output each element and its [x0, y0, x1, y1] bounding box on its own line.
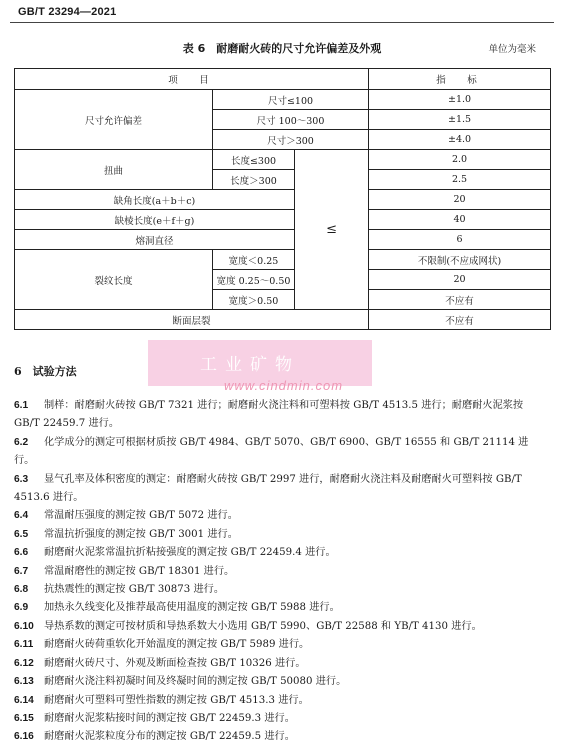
header-index: 指 标: [369, 69, 551, 90]
clause-text: 常温耐压强度的测定按 GB/T 5072 进行。: [44, 510, 238, 522]
clause-text: 耐磨耐火泥浆粘接时间的测定按 GB/T 22459.3 进行。: [44, 712, 295, 724]
tolerance-table: [14, 68, 551, 330]
crack-cond: 宽度＞0.50: [213, 290, 295, 310]
clause-text: 加热永久线变化及推荐最高使用温度的测定按 GB/T 5988 进行。: [44, 602, 340, 614]
crack-value: 不限制(不应成网状): [369, 250, 551, 270]
clause-item: [14, 434, 548, 471]
crack-cond: 宽度 0.25～0.50: [213, 270, 295, 290]
melt-hole-value: 6: [369, 230, 551, 250]
corner-defect-value: 20: [369, 190, 551, 210]
clause-text: 化学成分的测定可根据材质按 GB/T 4984、GB/T 5070、GB/T 6900、GB/T 16555 和 GB/T 21114 进行。: [14, 436, 529, 467]
clause-text: 常温抗折强度的测定按 GB/T 3001 进行。: [44, 528, 238, 540]
clause-text: 显气孔率及体积密度的测定：耐磨耐火砖按 GB/T 2997 进行，耐磨耐火浇注料及耐磨耐火可塑料按 GB/T 4513.6 进行。: [14, 473, 522, 504]
header-item: 项 目: [15, 69, 369, 90]
crack-value: 不应有: [369, 290, 551, 310]
edge-defect-label: 缺棱长度(e＋f＋g): [15, 210, 295, 230]
clause-item: [14, 692, 548, 710]
table-row: [15, 230, 551, 250]
clause-text: 抗热震性的测定按 GB/T 30873 进行。: [44, 584, 225, 596]
clause-item: [14, 526, 548, 544]
standard-number: GB/T 23294—2021: [18, 6, 117, 18]
clause-number: 6.11: [14, 639, 34, 651]
crack-cond: 宽度＜0.25: [213, 250, 295, 270]
table-row: [15, 90, 551, 110]
clause-number: 6.9: [14, 602, 29, 614]
watermark-text: 工业矿物: [200, 355, 300, 375]
clause-number: 6.10: [14, 620, 34, 632]
size-cond: 尺寸 100～300: [213, 110, 369, 130]
size-value: ±1.0: [369, 90, 551, 110]
clause-text: 耐磨耐火砖尺寸、外观及断面检查按 GB/T 10326 进行。: [44, 657, 306, 669]
size-cond: 尺寸≤100: [213, 90, 369, 110]
watermark-url: www.cindmin.com: [224, 378, 344, 393]
clause-item: [14, 673, 548, 691]
clause-text: 耐磨耐火浇注料初凝时间及终凝时间的测定按 GB/T 50080 进行。: [44, 676, 347, 688]
warpage-label: 扭曲: [15, 150, 213, 190]
header-rule: [10, 22, 554, 23]
clause-text: 常温耐磨性的测定按 GB/T 18301 进行。: [44, 565, 235, 577]
clause-number: 6.13: [14, 676, 34, 688]
layer-crack-label: 断面层裂: [15, 310, 369, 330]
clause-number: 6.3: [14, 473, 29, 485]
melt-hole-label: 熔洞直径: [15, 230, 295, 250]
table-unit: 单位为毫米: [488, 44, 536, 55]
table-row: [15, 150, 551, 170]
warp-cond: 长度≤300: [213, 150, 295, 170]
clause-number: 6.15: [14, 712, 34, 724]
clause-item: [14, 655, 548, 673]
table-row: [15, 210, 551, 230]
table-row: [15, 190, 551, 210]
clause-number: 6.1: [14, 400, 29, 411]
clause-number: 6.2: [14, 436, 29, 448]
crack-value: 20: [369, 270, 551, 290]
size-tolerance-label: 尺寸允许偏差: [15, 90, 213, 150]
clause-item: [14, 581, 548, 599]
table-row: [15, 310, 551, 330]
size-cond: 尺寸＞300: [213, 130, 369, 150]
clause-item: [14, 544, 548, 562]
edge-defect-value: 40: [369, 210, 551, 230]
clause-item: [14, 710, 548, 728]
clause-text: 制样：耐磨耐火砖按 GB/T 7321 进行；耐磨耐火浇注料和可塑料按 GB/T 4513.5 进行；耐磨耐火泥浆按 GB/T 22459.7 进行。: [14, 400, 524, 430]
table-row: [15, 250, 551, 270]
clause-item: [14, 618, 548, 636]
crack-label: 裂纹长度: [15, 250, 213, 310]
clause-item: [14, 471, 548, 508]
le-symbol: ≤: [295, 150, 369, 310]
clause-number: 6.6: [14, 547, 29, 559]
clause-item: [14, 507, 548, 525]
clause-number: 6.4: [14, 510, 29, 522]
clause-number: 6.5: [14, 528, 29, 540]
clause-item: [14, 599, 548, 617]
clause-number: 6.7: [14, 565, 29, 577]
clause-list: [14, 397, 548, 747]
warp-cond: 长度＞300: [213, 170, 295, 190]
clause-number: 6.12: [14, 657, 34, 669]
clause-number: 6.8: [14, 584, 29, 596]
clause-text: 耐磨耐火砖荷重软化开始温度的测定按 GB/T 5989 进行。: [44, 639, 310, 651]
warp-value: 2.5: [369, 170, 551, 190]
clause-text: 耐磨耐火泥浆常温抗折粘接强度的测定按 GB/T 22459.4 进行。: [44, 547, 336, 559]
clause-item: [14, 728, 548, 746]
clause-item: [14, 563, 548, 581]
table-caption: 表 6 耐磨耐火砖的尺寸允许偏差及外观: [182, 42, 382, 55]
size-value: ±4.0: [369, 130, 551, 150]
clause-text: 耐磨耐火可塑料可塑性指数的测定按 GB/T 4513.3 进行。: [44, 694, 309, 706]
corner-defect-label: 缺角长度(a＋b＋c): [15, 190, 295, 210]
clause-text: 耐磨耐火泥浆粒度分布的测定按 GB/T 22459.5 进行。: [44, 731, 295, 743]
layer-crack-value: 不应有: [369, 310, 551, 330]
clause-item: [14, 397, 548, 434]
section-title: 6 试验方法: [14, 365, 77, 378]
clause-text: 导热系数的测定可按材质和导热系数大小选用 GB/T 5990、GB/T 22588 和 YB/T 4130 进行。: [44, 620, 482, 632]
size-value: ±1.5: [369, 110, 551, 130]
clause-number: 6.16: [14, 731, 34, 743]
table-header-row: [15, 69, 551, 90]
warp-value: 2.0: [369, 150, 551, 170]
clause-number: 6.14: [14, 694, 34, 706]
clause-item: [14, 636, 548, 654]
